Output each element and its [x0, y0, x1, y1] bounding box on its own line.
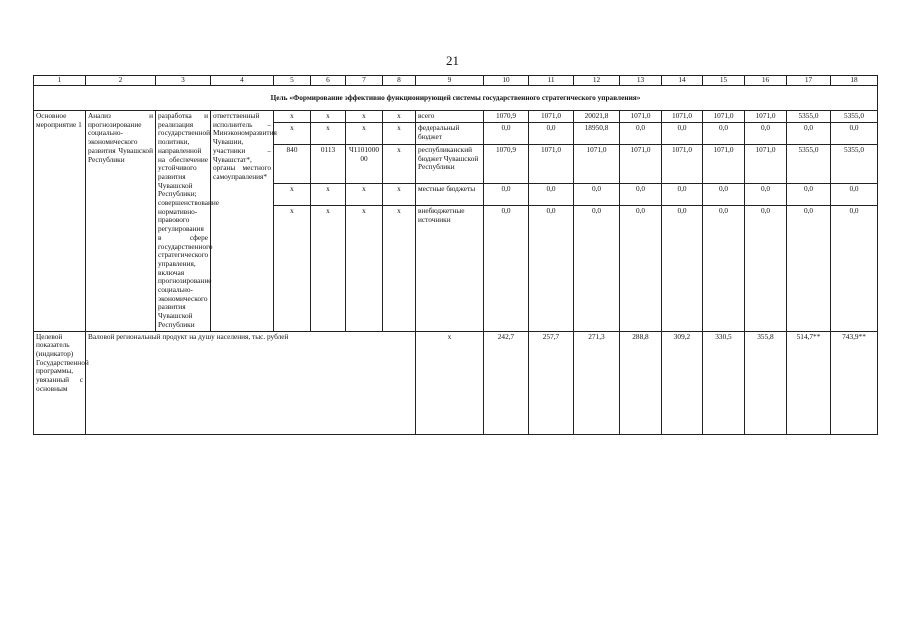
- indicator-row: [34, 331, 878, 434]
- cell: 0113: [311, 145, 346, 184]
- col-header: 17: [787, 76, 831, 86]
- indicator-value: 355,8: [745, 331, 787, 434]
- cell: х: [346, 111, 383, 123]
- cell: 0,0: [787, 206, 831, 332]
- cell: 1071,0: [703, 145, 745, 184]
- cell: 5355,0: [831, 145, 878, 184]
- indicator-value: 330,5: [703, 331, 745, 434]
- header-row: [34, 76, 878, 86]
- goal-row: [34, 86, 878, 111]
- cell: х: [346, 206, 383, 332]
- cell: 0,0: [529, 123, 574, 145]
- cell: 0,0: [662, 123, 703, 145]
- cell: 20021,8: [574, 111, 620, 123]
- cell: 5355,0: [831, 111, 878, 123]
- main-event-executor: ответственный исполнитель – Минэкономразвития Чувашии, участники – Чувашстат*, органы местного самоуправления*: [211, 111, 274, 332]
- page-number: 21: [446, 53, 459, 68]
- col-header: 14: [662, 76, 703, 86]
- col-header: 4: [211, 76, 274, 86]
- indicator-name: Целевой показатель (индикатор) Государственной программы, увязанный с основным: [34, 331, 86, 434]
- cell: 1071,0: [745, 111, 787, 123]
- cell: 0,0: [620, 123, 662, 145]
- col-header: 1: [34, 76, 86, 86]
- cell: 5355,0: [787, 111, 831, 123]
- cell: 1070,9: [484, 145, 529, 184]
- cell: х: [311, 184, 346, 206]
- indicator-value: 514,7**: [787, 331, 831, 434]
- cell: 0,0: [831, 123, 878, 145]
- cell: х: [383, 206, 416, 332]
- col-header: 18: [831, 76, 878, 86]
- cell: х: [311, 123, 346, 145]
- cell: 0,0: [745, 184, 787, 206]
- indicator-value: 743,9**: [831, 331, 878, 434]
- cell: 0,0: [484, 206, 529, 332]
- cell: 1071,0: [703, 111, 745, 123]
- cell: 1071,0: [620, 111, 662, 123]
- main-event-description: Анализ и прогнозирование социально-экономического развития Чувашской Республики: [86, 111, 156, 332]
- cell: х: [346, 123, 383, 145]
- table-row: [34, 111, 878, 123]
- budget-table: [33, 75, 878, 435]
- cell: х: [383, 111, 416, 123]
- col-header: 16: [745, 76, 787, 86]
- cell: 0,0: [529, 206, 574, 332]
- indicator-value: 271,3: [574, 331, 620, 434]
- cell: 18950,8: [574, 123, 620, 145]
- indicator-value: 288,8: [620, 331, 662, 434]
- cell: 1071,0: [745, 145, 787, 184]
- cell: х: [383, 184, 416, 206]
- col-header: 10: [484, 76, 529, 86]
- cell: 1071,0: [574, 145, 620, 184]
- cell: 1071,0: [529, 145, 574, 184]
- cell: 0,0: [745, 206, 787, 332]
- cell: 0,0: [529, 184, 574, 206]
- cell: 1070,9: [484, 111, 529, 123]
- col-header: 7: [346, 76, 383, 86]
- cell: 1071,0: [662, 145, 703, 184]
- cell: х: [274, 111, 311, 123]
- cell: х: [311, 111, 346, 123]
- cell: 0,0: [484, 184, 529, 206]
- cell: х: [274, 123, 311, 145]
- cell: 0,0: [662, 184, 703, 206]
- cell: 0,0: [574, 184, 620, 206]
- cell: 5355,0: [787, 145, 831, 184]
- cell: 0,0: [787, 123, 831, 145]
- col-header: 3: [156, 76, 211, 86]
- col-header: 12: [574, 76, 620, 86]
- cell-source: внебюджетные источники: [416, 206, 484, 332]
- cell: х: [383, 145, 416, 184]
- cell: 0,0: [703, 123, 745, 145]
- cell: 0,0: [620, 184, 662, 206]
- cell: 0,0: [745, 123, 787, 145]
- indicator-value: 257,7: [529, 331, 574, 434]
- cell: 0,0: [662, 206, 703, 332]
- cell: х: [346, 184, 383, 206]
- col-header: 15: [703, 76, 745, 86]
- cell: 0,0: [703, 206, 745, 332]
- col-header: 8: [383, 76, 416, 86]
- cell: 1071,0: [529, 111, 574, 123]
- cell-source: республиканский бюджет Чувашской Республики: [416, 145, 484, 184]
- col-header: 9: [416, 76, 484, 86]
- cell: Ч1101000 00: [346, 145, 383, 184]
- cell: 1071,0: [620, 145, 662, 184]
- cell: 0,0: [787, 184, 831, 206]
- cell: 0,0: [484, 123, 529, 145]
- cell: х: [311, 206, 346, 332]
- indicator-value: 242,7: [484, 331, 529, 434]
- cell: х: [274, 184, 311, 206]
- cell: 1071,0: [662, 111, 703, 123]
- col-header: 11: [529, 76, 574, 86]
- cell-source: местные бюджеты: [416, 184, 484, 206]
- cell: 0,0: [831, 206, 878, 332]
- cell: х: [383, 123, 416, 145]
- col-header: 2: [86, 76, 156, 86]
- cell: х: [274, 206, 311, 332]
- cell: 0,0: [831, 184, 878, 206]
- cell: 0,0: [574, 206, 620, 332]
- indicator-value: 309,2: [662, 331, 703, 434]
- cell: х: [416, 331, 484, 434]
- cell-source: всего: [416, 111, 484, 123]
- cell-source: федеральный бюджет: [416, 123, 484, 145]
- cell: 840: [274, 145, 311, 184]
- goal-title: Цель «Формирование эффективно функционирующей системы государственного стратегического управления»: [34, 86, 878, 111]
- cell: 0,0: [620, 206, 662, 332]
- col-header: 13: [620, 76, 662, 86]
- col-header: 6: [311, 76, 346, 86]
- main-event-result: разработка и реализация государственной политики, направленной на обеспечение устойчивого развития Чувашской Республики; совершенствование нормативно-правового регулирования в сфере государственного стратегического управления, включая прогнозирование социально-экономического развития Чувашской Республики: [156, 111, 211, 332]
- col-header: 5: [274, 76, 311, 86]
- indicator-description: Валовой региональный продукт на душу населения, тыс. рублей: [86, 331, 416, 434]
- main-event-name: Основное мероприятие 1: [34, 111, 86, 332]
- cell: 0,0: [703, 184, 745, 206]
